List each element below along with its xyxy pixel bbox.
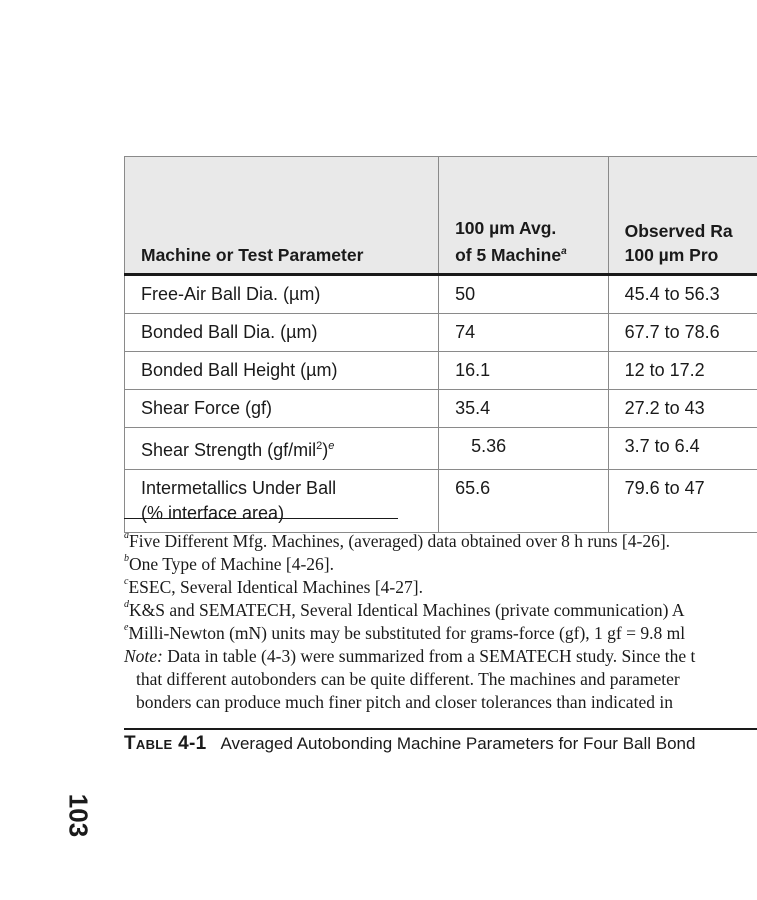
cell-parameter: Free-Air Ball Dia. (µm) (125, 275, 439, 314)
caption-label: Table 4-1 (124, 733, 207, 754)
table-note-line-2: that different autobonders can be quite different. The machines and parameter (136, 669, 680, 689)
table-row (125, 352, 757, 390)
header-parameter: Machine or Test Parameter (125, 157, 439, 275)
cell-range: 27.2 to 43 (608, 390, 757, 428)
table-note-line-3: bonders can produce much finer pitch and closer tolerances than indicated in (136, 692, 673, 712)
header-observed-range: Observed Ra 100 µm Pro (608, 157, 757, 275)
caption-text: Averaged Autobonding Machine Parameters for Four Ball Bond (220, 734, 696, 753)
cell-parameter: Shear Force (gf) (125, 390, 439, 428)
table-caption (124, 733, 695, 755)
table-header-row (125, 157, 757, 275)
cell-range: 45.4 to 56.3 (608, 275, 757, 314)
footnote-divider (124, 518, 398, 519)
table-row (125, 470, 757, 533)
cell-average: 65.6 (439, 470, 609, 533)
footnote-e: $^e$Milli-Newton (mN) units may be substituted for grams-force (gf), 1 gf = 9.8 ml (124, 622, 686, 643)
cell-range: 67.7 to 78.6 (608, 314, 757, 352)
cell-parameter: Intermetallics Under Ball (% interface area) (125, 470, 439, 533)
cell-average: 16.1 (439, 352, 609, 390)
footnote-b: $^b$One Type of Machine [4-26]. (124, 553, 334, 574)
table-row (125, 390, 757, 428)
cell-range: 3.7 to 6.4 (608, 428, 757, 470)
table-note: Note: Data in table (4-3) were summarized from a SEMATECH study. Since the t (124, 646, 696, 666)
footnote-a: $^a$Five Different Mfg. Machines, (averaged) data obtained over 8 h runs [4-26]. (124, 530, 671, 551)
table-row (125, 314, 757, 352)
footnotes (124, 530, 757, 714)
table-row (125, 275, 757, 314)
parameters-table (124, 156, 757, 533)
footnote-d: $^d$K&S and SEMATECH, Several Identical Machines (private communication) A (124, 599, 685, 620)
cell-parameter: Bonded Ball Dia. (µm) (125, 314, 439, 352)
page-number: 103 (63, 793, 94, 838)
table-row (125, 428, 757, 470)
caption-divider (124, 728, 757, 730)
footnote-c: $^c$ESEC, Several Identical Machines [4-27]. (124, 576, 423, 597)
cell-parameter: Bonded Ball Height (µm) (125, 352, 439, 390)
cell-parameter: Shear Strength $(gf/mil^2)^e$ (125, 428, 439, 470)
cell-range: 79.6 to 47 (608, 470, 757, 533)
cell-range: 12 to 17.2 (608, 352, 757, 390)
cell-average: 5.36 (439, 428, 609, 470)
header-average: 100 µm Avg. of 5 Machine$^a$ (439, 157, 609, 275)
cell-average: 35.4 (439, 390, 609, 428)
cell-average: 74 (439, 314, 609, 352)
cell-average: 50 (439, 275, 609, 314)
